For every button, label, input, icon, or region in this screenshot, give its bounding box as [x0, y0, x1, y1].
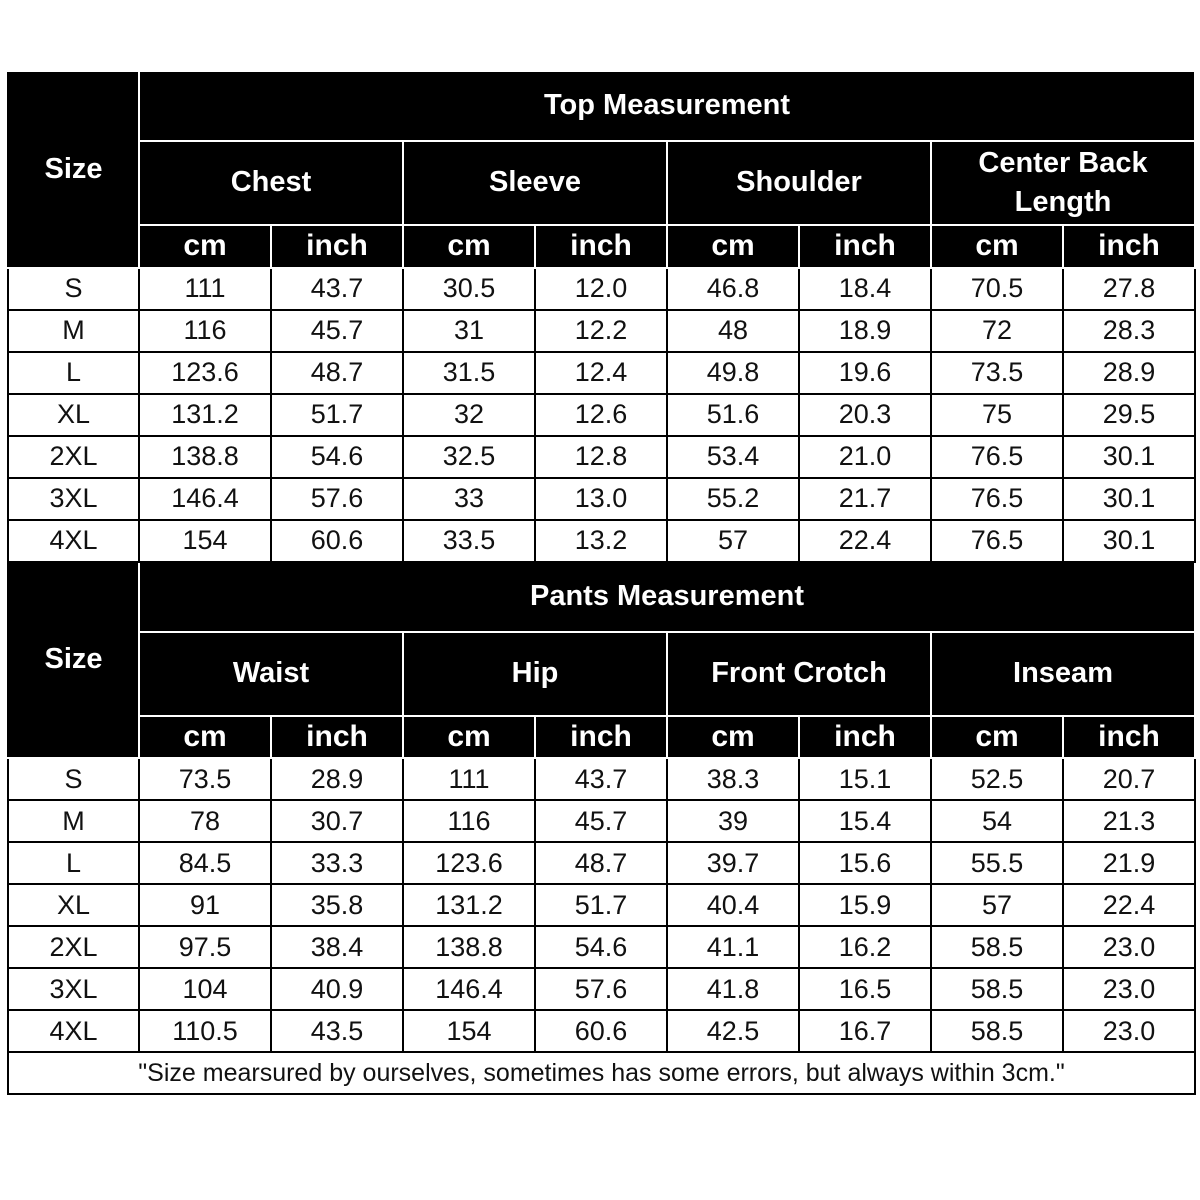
measurement-cell: 123.6 [403, 842, 535, 884]
pants-group-header: Waist [139, 632, 403, 716]
measurement-cell: 30.1 [1063, 520, 1195, 562]
table-row [8, 1010, 1195, 1052]
measurement-cell: 110.5 [139, 1010, 271, 1052]
measurement-cell: 49.8 [667, 352, 799, 394]
size-cell: 2XL [8, 436, 139, 478]
measurement-cell: 91 [139, 884, 271, 926]
measurement-cell: 57.6 [535, 968, 667, 1010]
pants-unit-header: cm [139, 716, 271, 759]
measurement-cell: 138.8 [139, 436, 271, 478]
measurement-cell: 48.7 [535, 842, 667, 884]
pants-group-header: Hip [403, 632, 667, 716]
measurement-cell: 111 [403, 758, 535, 800]
size-cell: L [8, 842, 139, 884]
table-row [8, 310, 1195, 352]
measurement-cell: 13.0 [535, 478, 667, 520]
measurement-cell: 146.4 [139, 478, 271, 520]
top-measurement-section [8, 71, 1195, 562]
measurement-cell: 54.6 [271, 436, 403, 478]
measurement-cell: 12.8 [535, 436, 667, 478]
size-cell: 3XL [8, 478, 139, 520]
measurement-cell: 46.8 [667, 268, 799, 310]
measurement-cell: 51.7 [271, 394, 403, 436]
measurement-cell: 16.5 [799, 968, 931, 1010]
measurement-cell: 45.7 [271, 310, 403, 352]
measurement-cell: 32 [403, 394, 535, 436]
measurement-cell: 38.3 [667, 758, 799, 800]
size-cell: L [8, 352, 139, 394]
pants-unit-header: inch [271, 716, 403, 759]
measurement-cell: 19.6 [799, 352, 931, 394]
size-cell: M [8, 310, 139, 352]
measurement-cell: 30.1 [1063, 478, 1195, 520]
size-chart-table [7, 70, 1196, 1095]
measurement-cell: 15.6 [799, 842, 931, 884]
measurement-cell: 23.0 [1063, 1010, 1195, 1052]
measurement-cell: 32.5 [403, 436, 535, 478]
measurement-cell: 28.3 [1063, 310, 1195, 352]
measurement-cell: 33 [403, 478, 535, 520]
table-row [8, 800, 1195, 842]
measurement-cell: 45.7 [535, 800, 667, 842]
size-cell: M [8, 800, 139, 842]
measurement-cell: 42.5 [667, 1010, 799, 1052]
measurement-cell: 29.5 [1063, 394, 1195, 436]
top-unit-header: inch [535, 225, 667, 268]
measurement-cell: 116 [139, 310, 271, 352]
measurement-cell: 12.6 [535, 394, 667, 436]
measurement-cell: 43.5 [271, 1010, 403, 1052]
measurement-cell: 51.6 [667, 394, 799, 436]
top-unit-header: cm [931, 225, 1063, 268]
size-cell: S [8, 758, 139, 800]
size-cell: XL [8, 394, 139, 436]
pants-unit-header: inch [799, 716, 931, 759]
pants-title-row [8, 562, 1195, 632]
measurement-cell: 131.2 [139, 394, 271, 436]
table-row [8, 520, 1195, 562]
measurement-cell: 123.6 [139, 352, 271, 394]
table-row [8, 394, 1195, 436]
measurement-cell: 60.6 [271, 520, 403, 562]
measurement-cell: 20.7 [1063, 758, 1195, 800]
measurement-cell: 39 [667, 800, 799, 842]
measurement-cell: 53.4 [667, 436, 799, 478]
pants-section-title: Pants Measurement [139, 562, 1195, 632]
measurement-cell: 16.7 [799, 1010, 931, 1052]
measurement-cell: 30.1 [1063, 436, 1195, 478]
measurement-cell: 21.7 [799, 478, 931, 520]
measurement-cell: 52.5 [931, 758, 1063, 800]
measurement-cell: 31 [403, 310, 535, 352]
top-unit-header: inch [1063, 225, 1195, 268]
measurement-cell: 154 [139, 520, 271, 562]
pants-group-header: Front Crotch [667, 632, 931, 716]
measurement-cell: 12.4 [535, 352, 667, 394]
pants-group-row [8, 632, 1195, 716]
measurement-cell: 21.0 [799, 436, 931, 478]
top-group-header: Chest [139, 141, 403, 225]
measurement-cell: 54 [931, 800, 1063, 842]
size-cell: XL [8, 884, 139, 926]
table-row [8, 926, 1195, 968]
measurement-cell: 43.7 [271, 268, 403, 310]
measurement-cell: 40.4 [667, 884, 799, 926]
measurement-cell: 111 [139, 268, 271, 310]
pants-unit-header: cm [931, 716, 1063, 759]
table-row [8, 478, 1195, 520]
measurement-cell: 76.5 [931, 520, 1063, 562]
measurement-cell: 22.4 [1063, 884, 1195, 926]
measurement-cell: 58.5 [931, 926, 1063, 968]
measurement-cell: 30.5 [403, 268, 535, 310]
pants-unit-header: inch [1063, 716, 1195, 759]
measurement-cell: 30.7 [271, 800, 403, 842]
measurement-cell: 31.5 [403, 352, 535, 394]
measurement-cell: 70.5 [931, 268, 1063, 310]
measurement-cell: 15.9 [799, 884, 931, 926]
pants-measurement-section [8, 562, 1195, 1053]
measurement-cell: 75 [931, 394, 1063, 436]
top-unit-header: cm [403, 225, 535, 268]
table-row [8, 884, 1195, 926]
measurement-cell: 154 [403, 1010, 535, 1052]
measurement-cell: 23.0 [1063, 926, 1195, 968]
top-unit-row [8, 225, 1195, 268]
size-cell: 4XL [8, 520, 139, 562]
top-title-row [8, 71, 1195, 141]
size-cell: 4XL [8, 1010, 139, 1052]
measurement-cell: 12.0 [535, 268, 667, 310]
measurement-cell: 18.4 [799, 268, 931, 310]
measurement-cell: 78 [139, 800, 271, 842]
measurement-cell: 16.2 [799, 926, 931, 968]
measurement-cell: 48 [667, 310, 799, 352]
table-row [8, 352, 1195, 394]
pants-unit-row [8, 716, 1195, 759]
top-unit-header: inch [271, 225, 403, 268]
measurement-cell: 73.5 [931, 352, 1063, 394]
measurement-cell: 138.8 [403, 926, 535, 968]
measurement-cell: 22.4 [799, 520, 931, 562]
table-row [8, 268, 1195, 310]
measurement-cell: 57 [931, 884, 1063, 926]
measurement-cell: 39.7 [667, 842, 799, 884]
pants-size-header: Size [8, 562, 139, 759]
table-row [8, 968, 1195, 1010]
table-row [8, 842, 1195, 884]
top-group-header: Center Back Length [931, 141, 1195, 225]
top-group-header: Shoulder [667, 141, 931, 225]
measurement-cell: 55.5 [931, 842, 1063, 884]
table-row [8, 758, 1195, 800]
size-cell: 2XL [8, 926, 139, 968]
measurement-cell: 58.5 [931, 1010, 1063, 1052]
measurement-cell: 43.7 [535, 758, 667, 800]
size-cell: 3XL [8, 968, 139, 1010]
measurement-cell: 72 [931, 310, 1063, 352]
measurement-cell: 146.4 [403, 968, 535, 1010]
measurement-cell: 15.4 [799, 800, 931, 842]
measurement-cell: 18.9 [799, 310, 931, 352]
measurement-cell: 20.3 [799, 394, 931, 436]
measurement-cell: 35.8 [271, 884, 403, 926]
top-group-row [8, 141, 1195, 225]
measurement-cell: 73.5 [139, 758, 271, 800]
measurement-cell: 51.7 [535, 884, 667, 926]
measurement-cell: 104 [139, 968, 271, 1010]
measurement-cell: 15.1 [799, 758, 931, 800]
pants-unit-header: cm [667, 716, 799, 759]
measurement-cell: 76.5 [931, 436, 1063, 478]
table-row [8, 436, 1195, 478]
measurement-cell: 84.5 [139, 842, 271, 884]
measurement-cell: 12.2 [535, 310, 667, 352]
measurement-cell: 13.2 [535, 520, 667, 562]
top-unit-header: cm [667, 225, 799, 268]
measurement-cell: 97.5 [139, 926, 271, 968]
top-unit-header: cm [139, 225, 271, 268]
pants-group-header: Inseam [931, 632, 1195, 716]
measurement-cell: 41.1 [667, 926, 799, 968]
measurement-cell: 58.5 [931, 968, 1063, 1010]
measurement-cell: 76.5 [931, 478, 1063, 520]
measurement-cell: 57.6 [271, 478, 403, 520]
measurement-cell: 116 [403, 800, 535, 842]
measurement-cell: 57 [667, 520, 799, 562]
measurement-cell: 40.9 [271, 968, 403, 1010]
measurement-cell: 28.9 [1063, 352, 1195, 394]
top-size-header: Size [8, 71, 139, 268]
measurement-cell: 21.3 [1063, 800, 1195, 842]
measurement-cell: 38.4 [271, 926, 403, 968]
size-cell: S [8, 268, 139, 310]
top-group-header: Sleeve [403, 141, 667, 225]
measurement-cell: 27.8 [1063, 268, 1195, 310]
measurement-cell: 21.9 [1063, 842, 1195, 884]
measurement-cell: 48.7 [271, 352, 403, 394]
pants-unit-header: cm [403, 716, 535, 759]
pants-unit-header: inch [535, 716, 667, 759]
footnote: "Size mearsured by ourselves, sometimes has some errors, but always within 3cm." [8, 1052, 1195, 1094]
measurement-cell: 131.2 [403, 884, 535, 926]
top-section-title: Top Measurement [139, 71, 1195, 141]
measurement-cell: 33.5 [403, 520, 535, 562]
measurement-cell: 33.3 [271, 842, 403, 884]
measurement-cell: 55.2 [667, 478, 799, 520]
measurement-cell: 60.6 [535, 1010, 667, 1052]
top-unit-header: inch [799, 225, 931, 268]
measurement-cell: 54.6 [535, 926, 667, 968]
measurement-cell: 28.9 [271, 758, 403, 800]
measurement-cell: 41.8 [667, 968, 799, 1010]
measurement-cell: 23.0 [1063, 968, 1195, 1010]
